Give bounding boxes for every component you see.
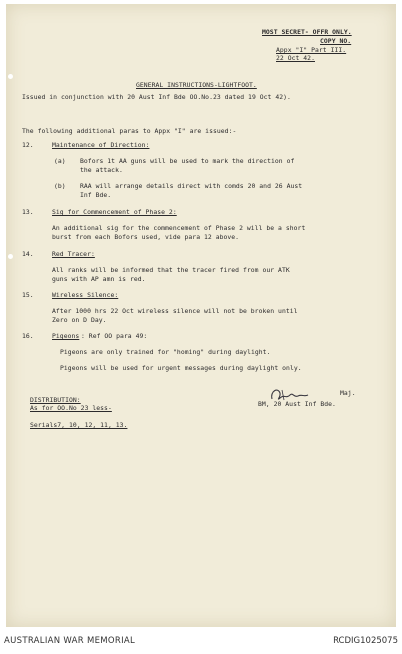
para-number: 15.: [22, 291, 34, 299]
para-heading: Sig for Commencement of Phase 2:: [52, 208, 177, 216]
para-text: An additional sig for the commencement of Phase 2 will be a short: [52, 224, 306, 232]
para-text: RAA will arrange details direct with comds 20 and 26 Aust: [80, 182, 303, 190]
para-heading: Wireless Silence:: [52, 291, 119, 299]
para-text: Zero on D Day.: [52, 316, 107, 324]
para-heading: Pigeons: [52, 332, 80, 340]
signatory-unit: BM, 20 Aust Inf Bde.: [258, 400, 336, 408]
document-date: 22 Oct 42.: [276, 54, 315, 62]
document-title: GENERAL INSTRUCTIONS-LIGHTFOOT.: [136, 81, 257, 89]
para-heading: Red Tracer:: [52, 250, 95, 258]
para-text: Pigeons are only trained for "homing" during daylight.: [60, 348, 271, 356]
para-number: 13.: [22, 208, 34, 216]
para-heading: Maintenance of Direction:: [52, 141, 150, 149]
archive-footer: [0, 627, 402, 654]
archive-name: AUSTRALIAN WAR MEMORIAL: [4, 636, 136, 646]
distribution-heading: DISTRIBUTION:: [30, 396, 81, 404]
para-text: After 1000 hrs 22 Oct wireless silence will not be broken until: [52, 307, 298, 315]
para-number: 14.: [22, 250, 34, 258]
signatory-rank: Maj.: [340, 389, 356, 397]
distribution-text: As for OO.No 23 less-: [30, 404, 112, 412]
sub-para-label: (a): [54, 157, 66, 165]
para-number: 12.: [22, 141, 34, 149]
intro-line: The following additional paras to Appx "I" are issued:-: [22, 127, 237, 135]
para-text: Inf Bde.: [80, 191, 112, 199]
archive-reference: RCDIG1025075: [333, 636, 398, 646]
punch-hole: [8, 74, 13, 79]
para-text: burst from each Bofors used, vide para 12 above.: [52, 233, 240, 241]
para-text: All ranks will be informed that the tracer fired from our ATK: [52, 266, 290, 274]
para-text: Bofors 1t AA guns will be used to mark the direction of: [80, 157, 295, 165]
para-text: guns with AP amn is red.: [52, 275, 146, 283]
distribution-serials: Serials7, 10, 12, 11, 13.: [30, 421, 128, 429]
copy-number: COPY NO.: [320, 37, 352, 45]
para-reference: : Ref OO para 49:: [81, 332, 148, 340]
para-number: 16.: [22, 332, 34, 340]
sub-para-label: (b): [54, 182, 66, 190]
para-text: the attack.: [80, 166, 123, 174]
punch-hole: [8, 254, 13, 259]
classification-marking: MOST SECRET- OFFR ONLY.: [262, 28, 352, 36]
issued-line: Issued in conjunction with 20 Aust Inf Bde OO.No.23 dated 19 Oct 42).: [22, 93, 291, 101]
para-text: Pigeons will be used for urgent messages during daylight only.: [60, 364, 302, 372]
appendix-reference: Appx "I" Part III.: [276, 46, 347, 54]
